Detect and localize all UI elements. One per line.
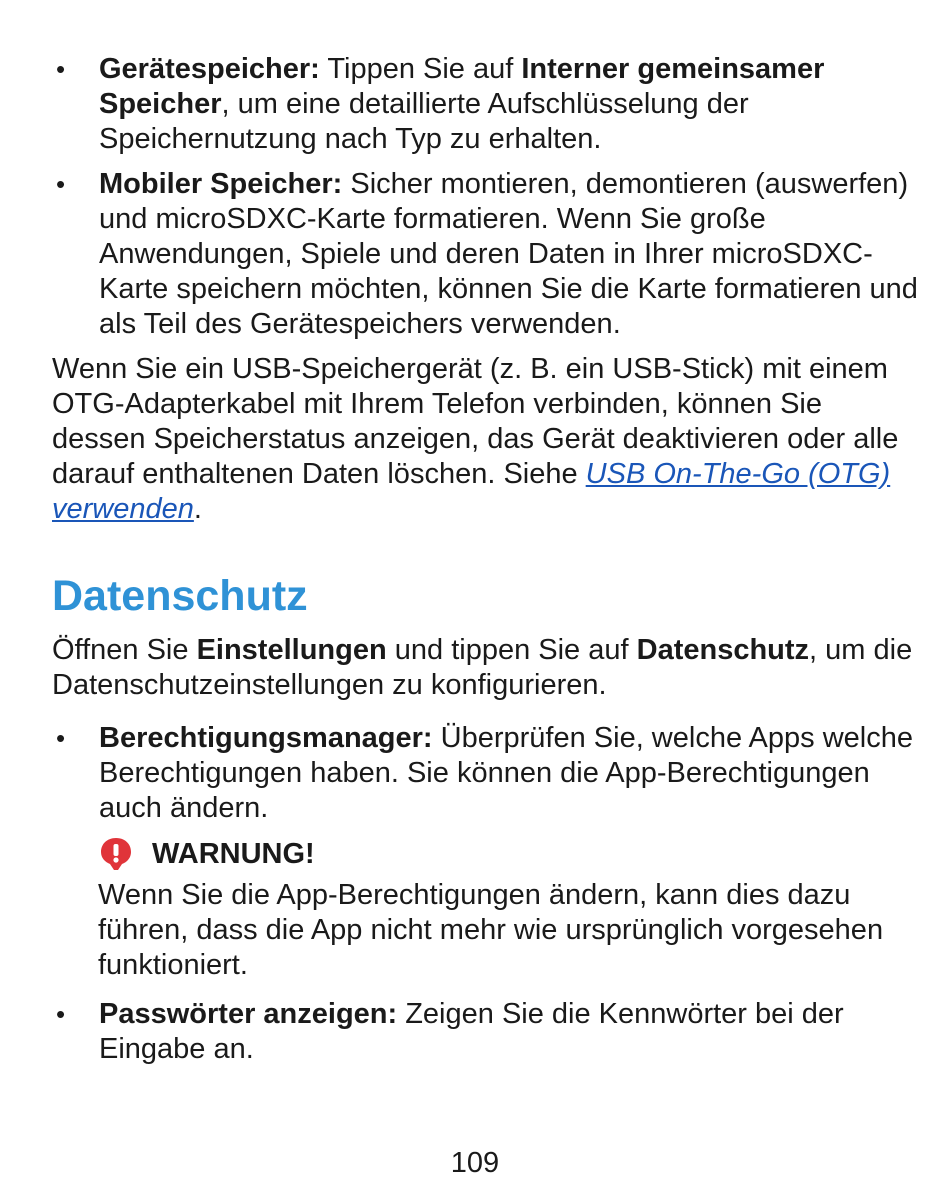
page-number: 109 — [450, 1147, 500, 1179]
storage-bullet-list — [52, 52, 922, 342]
intro-text: und tippen Sie auf — [386, 634, 637, 666]
warning-box — [52, 836, 922, 983]
bullet-label: Mobiler Speicher: — [99, 168, 343, 200]
bullet-label: Berechtigungsmanager: — [99, 722, 433, 754]
warning-title: WARNUNG! — [152, 837, 315, 870]
usb-paragraph — [52, 352, 922, 527]
section-heading: Datenschutz — [52, 572, 308, 620]
bullet-marker: • — [56, 54, 66, 84]
privacy-bullet-list-2 — [52, 997, 922, 1067]
bullet-marker: • — [56, 169, 66, 199]
bullet-bold-text: Interner gemeinsamer Speicher — [99, 53, 825, 120]
bullet-text: Tippen Sie auf — [319, 53, 522, 85]
usb-paragraph-end: . — [193, 493, 202, 525]
usb-paragraph-text: Wenn Sie ein USB-Speichergerät (z. B. ein USB-Stick) mit einem OTG-Adapterkabel mit Ihrem Telefon verbinden, können Sie dessen Speicherstatus anzeigen, das Gerät deaktivieren oder alle darauf enthaltenen Daten löschen. Siehe — [52, 353, 899, 490]
intro-bold-privacy: Datenschutz — [636, 634, 810, 666]
usb-otg-link[interactable]: USB On-The-Go (OTG) verwenden — [52, 458, 891, 525]
bullet-text: Überprüfen Sie, welche Apps welche Berechtigungen haben. Sie können die App-Berechtigungen auch ändern. — [99, 722, 913, 824]
section-intro — [52, 633, 922, 703]
bullet-show-passwords — [52, 997, 922, 1067]
warning-header — [98, 836, 922, 872]
bullet-text: Sicher montieren, demontieren (auswerfen) und microSDXC-Karte formatieren. Wenn Sie große Anwendungen, Spiele und deren Daten in Ihrer microSDXC-Karte speichern möchten, können Sie die Karte formatieren und als Teil des Gerätespeichers verwenden. — [99, 168, 918, 340]
bullet-marker: • — [56, 723, 66, 753]
privacy-bullet-list — [52, 721, 922, 826]
document-page — [52, 52, 922, 1077]
bullet-text: , um eine detaillierte Aufschlüsselung der Speichernutzung nach Typ zu erhalten. — [99, 88, 749, 155]
bullet-text: Zeigen Sie die Kennwörter bei der Eingabe an. — [99, 998, 844, 1065]
bullet-permission-manager — [52, 721, 922, 826]
intro-bold-settings: Einstellungen — [196, 634, 387, 666]
bullet-marker: • — [56, 999, 66, 1029]
intro-text: , um die Datenschutzeinstellungen zu konfigurieren. — [52, 634, 913, 701]
bullet-label: Gerätespeicher: — [99, 53, 320, 85]
warning-text: Wenn Sie die App-Berechtigungen ändern, kann dies dazu führen, dass die App nicht mehr wie ursprünglich vorgesehen funktioniert. — [98, 879, 884, 981]
bullet-label: Passwörter anzeigen: — [99, 998, 398, 1030]
bullet-device-storage — [52, 52, 922, 157]
warning-icon — [98, 836, 134, 872]
intro-text: Öffnen Sie — [52, 634, 197, 666]
bullet-mobile-storage — [52, 167, 922, 342]
